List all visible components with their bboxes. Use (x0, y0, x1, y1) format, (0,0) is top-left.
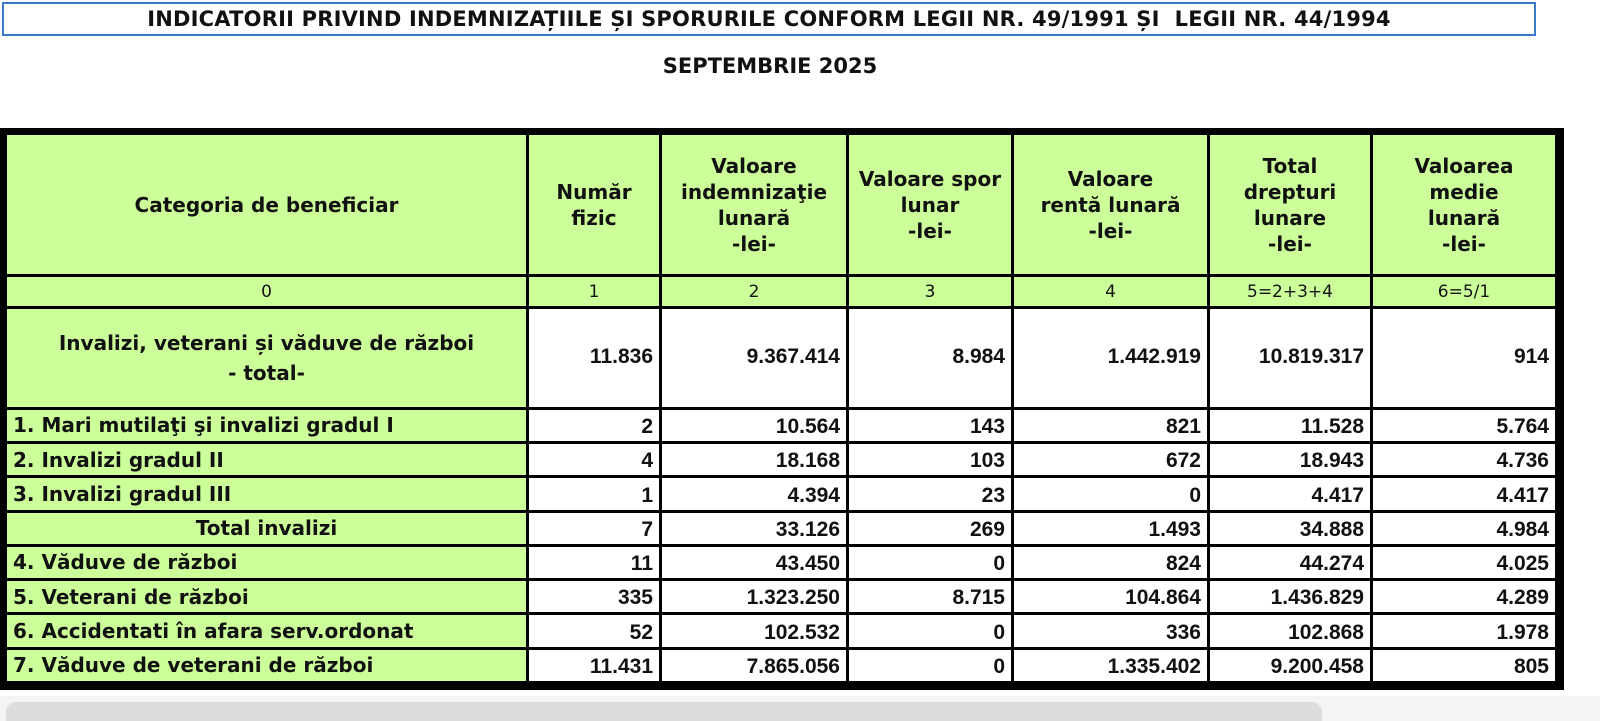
row-value: 18.943 (1209, 443, 1372, 477)
column-header-line: Valoare (1067, 166, 1154, 191)
row-value: 4.417 (1209, 477, 1372, 511)
row-value: 34.888 (1209, 511, 1372, 545)
row-value: 269 (848, 511, 1013, 545)
row-value: 2 (528, 408, 661, 442)
grand-total-value: 9.367.414 (661, 308, 848, 409)
column-index: 3 (848, 276, 1013, 308)
row-value: 10.564 (661, 408, 848, 442)
column-header-line: -lei- (732, 231, 776, 256)
row-value: 824 (1013, 545, 1209, 579)
table-row (6, 545, 1557, 579)
row-value: 7.865.056 (661, 648, 848, 682)
row-value: 1.436.829 (1209, 580, 1372, 614)
column-index: 5=2+3+4 (1209, 276, 1372, 308)
row-value: 0 (848, 545, 1013, 579)
document-title: INDICATORII PRIVIND INDEMNIZAȚIILE ȘI SPORURILE CONFORM LEGII NR. 49/1991 ȘI LEGII NR. 44/1994 (147, 7, 1391, 31)
row-value: 7 (528, 511, 661, 545)
column-index: 0 (6, 276, 528, 308)
table-row (6, 580, 1557, 614)
row-value: 52 (528, 614, 661, 648)
grand-total-value: 11.836 (528, 308, 661, 409)
row-value: 102.868 (1209, 614, 1372, 648)
column-header-line: -lei- (1442, 231, 1486, 256)
column-header (6, 134, 528, 276)
row-value: 672 (1013, 443, 1209, 477)
row-label: Total invalizi (6, 511, 528, 545)
subtotal-row (6, 511, 1557, 545)
column-header-line: lunară (717, 205, 791, 230)
row-value: 11.431 (528, 648, 661, 682)
column-header-line: lunară (1427, 205, 1501, 230)
row-value: 5.764 (1372, 408, 1557, 442)
row-label: 7. Văduve de veterani de război (6, 648, 528, 682)
row-value: 1.323.250 (661, 580, 848, 614)
column-header-line: Total drepturi (1243, 153, 1337, 204)
row-value: 1.978 (1372, 614, 1557, 648)
column-header-line: lunar (900, 192, 960, 217)
row-value: 0 (1013, 477, 1209, 511)
row-value: 4 (528, 443, 661, 477)
row-value: 33.126 (661, 511, 848, 545)
title-box (2, 2, 1536, 36)
row-value: 44.274 (1209, 545, 1372, 579)
horizontal-scrollbar-thumb[interactable] (6, 702, 1322, 721)
row-value: 23 (848, 477, 1013, 511)
column-index: 4 (1013, 276, 1209, 308)
row-value: 4.394 (661, 477, 848, 511)
column-header-line: -lei- (1088, 218, 1133, 243)
row-value: 11 (528, 545, 661, 579)
row-value: 43.450 (661, 545, 848, 579)
header-row (6, 134, 1557, 276)
row-value: 11.528 (1209, 408, 1372, 442)
indicators-table-container (0, 128, 1564, 690)
column-header-line: -lei- (1268, 231, 1312, 256)
grand-total-row (6, 308, 1557, 409)
row-value: 805 (1372, 648, 1557, 682)
grand-total-value: 1.442.919 (1013, 308, 1209, 409)
column-header-line: Număr (556, 179, 632, 204)
column-header (1013, 134, 1209, 276)
column-header (528, 134, 661, 276)
column-header (1372, 134, 1557, 276)
row-value: 0 (848, 648, 1013, 682)
row-label: 6. Accidentati în afara serv.ordonat (6, 614, 528, 648)
row-value: 103 (848, 443, 1013, 477)
grand-total-value: 8.984 (848, 308, 1013, 409)
row-value: 143 (848, 408, 1013, 442)
column-index: 1 (528, 276, 661, 308)
row-value: 821 (1013, 408, 1209, 442)
row-value: 0 (848, 614, 1013, 648)
column-index: 6=5/1 (1372, 276, 1557, 308)
row-value: 102.532 (661, 614, 848, 648)
grand-total-label-line: - total- (228, 360, 305, 385)
row-label: 2. Invalizi gradul II (6, 443, 528, 477)
column-header (661, 134, 848, 276)
column-header (1209, 134, 1372, 276)
column-header-line: medie (1429, 179, 1499, 204)
row-value: 18.168 (661, 443, 848, 477)
column-header-line: -lei- (908, 218, 952, 243)
table-row (6, 648, 1557, 682)
row-label: 3. Invalizi gradul III (6, 477, 528, 511)
row-value: 104.864 (1013, 580, 1209, 614)
column-header-line: fizic (571, 205, 617, 230)
row-label: 4. Văduve de război (6, 545, 528, 579)
column-header-line: Valoarea (1414, 153, 1514, 178)
row-value: 9.200.458 (1209, 648, 1372, 682)
table-row (6, 614, 1557, 648)
row-label: 5. Veterani de război (6, 580, 528, 614)
grand-total-label-line: Invalizi, veterani și văduve de război (58, 330, 475, 355)
row-label: 1. Mari mutilaţi şi invalizi gradul I (6, 408, 528, 442)
row-value: 4.984 (1372, 511, 1557, 545)
grand-total-label (6, 308, 528, 409)
row-value: 4.025 (1372, 545, 1557, 579)
row-value: 4.417 (1372, 477, 1557, 511)
row-value: 8.715 (848, 580, 1013, 614)
grand-total-value: 10.819.317 (1209, 308, 1372, 409)
column-index-row (6, 276, 1557, 308)
table-row (6, 408, 1557, 442)
table-row (6, 443, 1557, 477)
column-header-line: Valoare (711, 153, 797, 178)
row-value: 1.493 (1013, 511, 1209, 545)
row-value: 4.289 (1372, 580, 1557, 614)
column-header-line: Categoria de beneficiar (134, 192, 399, 217)
column-header (848, 134, 1013, 276)
column-header-line: rentă lunară (1040, 192, 1181, 217)
row-value: 335 (528, 580, 661, 614)
row-value: 1 (528, 477, 661, 511)
row-value: 4.736 (1372, 443, 1557, 477)
grand-total-value: 914 (1372, 308, 1557, 409)
column-header-line: indemnizaţie (680, 179, 828, 204)
table-row (6, 477, 1557, 511)
row-value: 336 (1013, 614, 1209, 648)
column-header-line: lunare (1253, 205, 1327, 230)
row-value: 1.335.402 (1013, 648, 1209, 682)
column-header-line: Valoare spor (858, 166, 1002, 191)
document-subtitle: SEPTEMBRIE 2025 (662, 54, 878, 78)
column-index: 2 (661, 276, 848, 308)
indicators-table (4, 132, 1558, 684)
